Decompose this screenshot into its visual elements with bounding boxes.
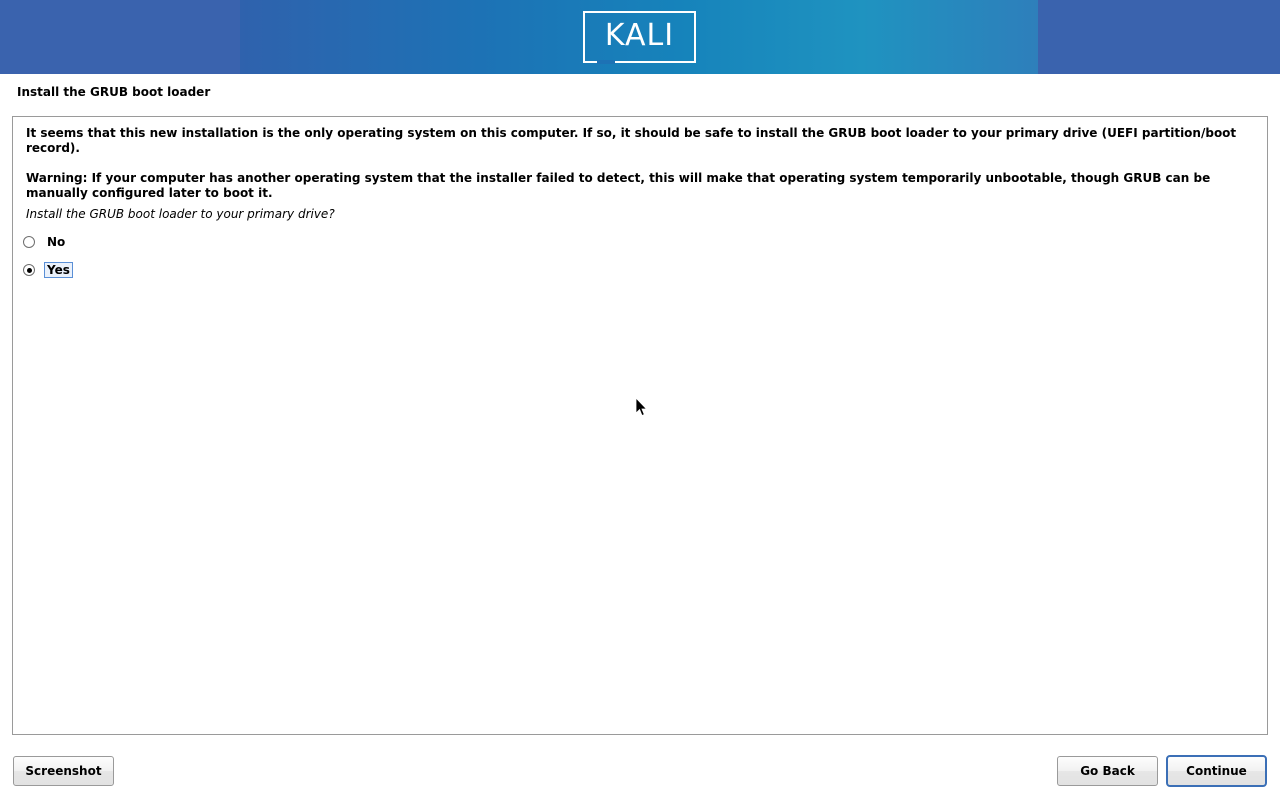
radio-option-yes[interactable] bbox=[23, 261, 73, 279]
screenshot-button[interactable]: Screenshot bbox=[13, 756, 114, 786]
go-back-button[interactable]: Go Back bbox=[1057, 756, 1158, 786]
kali-logo bbox=[583, 11, 696, 63]
radio-label-yes[interactable]: Yes bbox=[44, 262, 73, 278]
page-title: Install the GRUB boot loader bbox=[17, 85, 211, 99]
radio-label-no[interactable]: No bbox=[47, 235, 66, 249]
installer-content-panel bbox=[12, 116, 1268, 735]
question-label: Install the GRUB boot loader to your primary drive? bbox=[26, 207, 335, 221]
kali-logo-label: KALI bbox=[604, 18, 675, 53]
info-paragraph: It seems that this new installation is the only operating system on this computer. If so, it should be safe to install the GRUB boot loader to your primary drive (UEFI partition/boot record). bbox=[26, 126, 1237, 155]
warning-paragraph: Warning: If your computer has another operating system that the installer failed to detect, this will make that operating system temporarily unbootable, though GRUB can be manually configured later to boot it. bbox=[26, 171, 1211, 200]
radio-icon-yes[interactable] bbox=[23, 264, 35, 276]
radio-icon-no[interactable] bbox=[23, 236, 35, 248]
kali-logo-notch bbox=[597, 60, 615, 64]
kali-banner bbox=[0, 0, 1280, 74]
radio-option-no[interactable] bbox=[23, 233, 68, 251]
continue-button[interactable]: Continue bbox=[1166, 755, 1267, 787]
